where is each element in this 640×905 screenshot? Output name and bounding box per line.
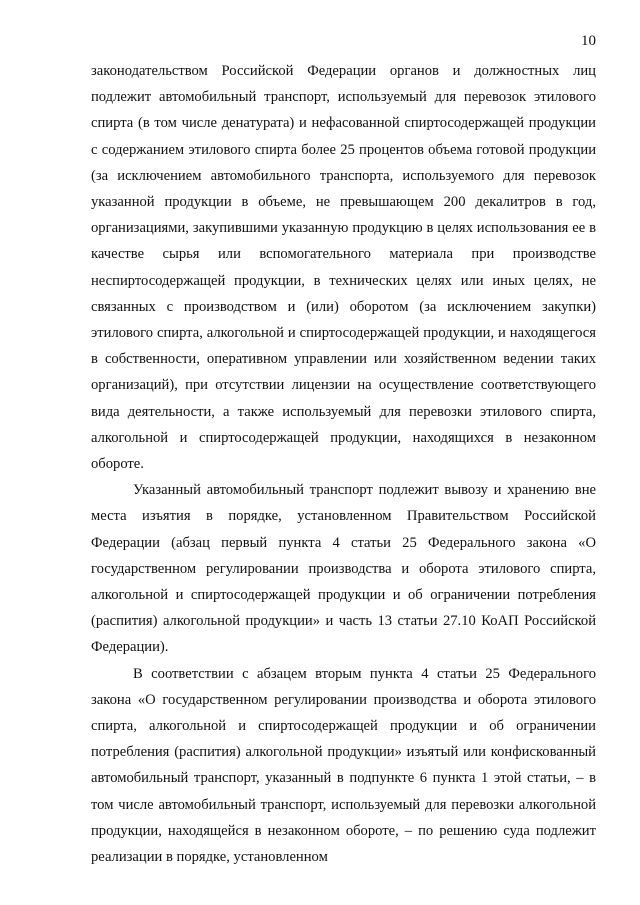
paragraph-transport-storage: Указанный автомобильный транспорт подлежит вывозу и хранению вне места изъятия в порядке, установленном Правительством Российской Федерации (абзац первый пункта 4 статьи 25 Федерального закона «О государственном регулировании производства и оборота этилового спирта, алкогольной и спиртосодержащей продукции и об ограничении потребления (распития) алкогольной продукции» и часть 13 статьи 27.10 КоАП Российской Федерации). [91, 482, 596, 656]
page-number: 10 [581, 33, 596, 49]
paragraph-continuation: законодательством Российской Федерации органов и должностных лиц подлежит автомобильный транспорт, используемый для перевозок этилового спирта (в том числе денатурата) и нефасованной спиртосодержащей продукции с содержанием этилового спирта более 25 процентов объема готовой продукции (за исключением автомобильного транспорта, используемого для перевозок указанной продукции в объеме, не превышающем 200 декалитров в год, организациями, закупившими указанную продукцию в целях использования ее в качестве сырья или вспомогательного материала при производстве неспиртосодержащей продукции, в технических целях или иных целях, не связанных с производством и (или) оборотом (за исключением закупки) этилового спирта, алкогольной и спиртосодержащей продукции, и находящегося в собственности, оперативном управлении или хозяйственном ведении таких организаций), при отсутствии лицензии на осуществление соответствующего вида деятельности, а также используемый для перевозки этилового спирта, алкогольной и спиртосодержащей продукции, находящихся в незаконном обороте. [91, 63, 596, 473]
paragraph-confiscated-transport: В соответствии с абзацем вторым пункта 4 статьи 25 Федерального закона «О государственном регулировании производства и оборота этилового спирта, алкогольной и спиртосодержащей продукции и об ограничении потребления (распития) алкогольной продукции» изъятый или конфискованный автомобильный транспорт, указанный в подпункте 6 пункта 1 этой статьи, – в том числе автомобильный транспорт, используемый для перевозки алкогольной продукции, находящейся в незаконном обороте, – по решению суда подлежит реализации в порядке, установленном [91, 665, 596, 866]
document-body [91, 58, 596, 870]
